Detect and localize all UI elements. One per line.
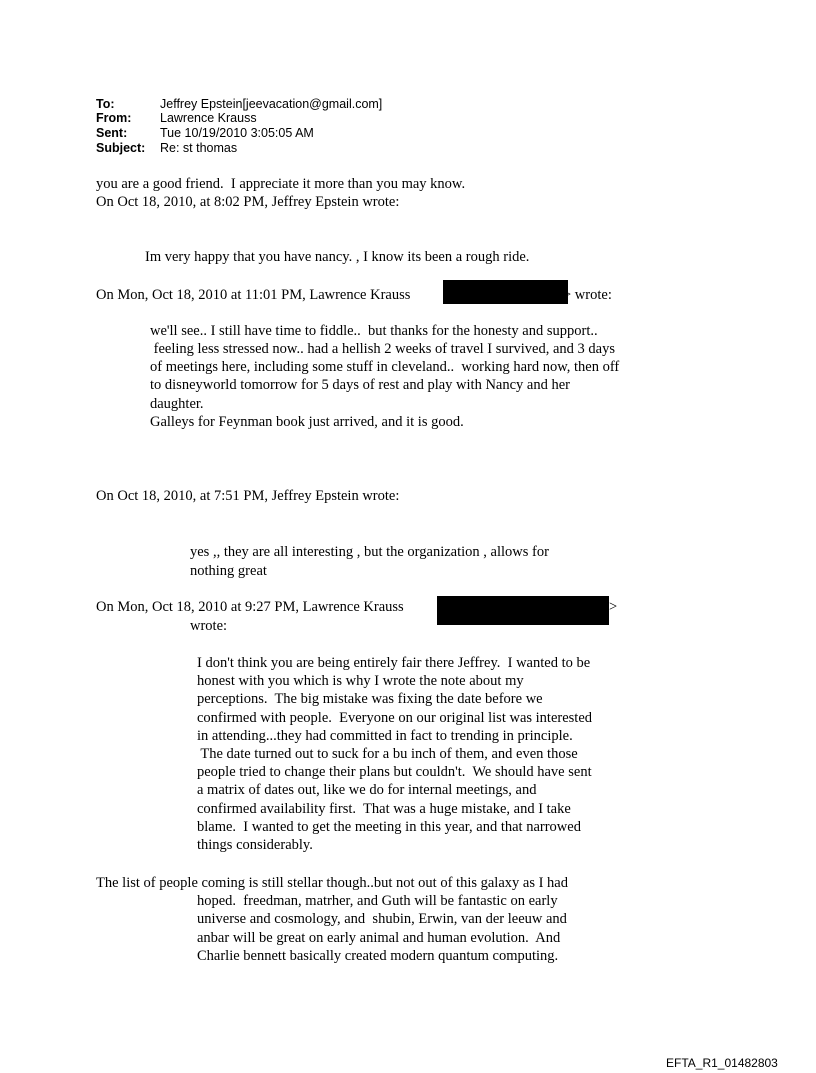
from-label: From: xyxy=(96,111,132,125)
quote-4-line: honest with you which is why I wrote the note about my xyxy=(197,673,524,689)
quote-4-line: confirmed with people. Everyone on our original list was interested xyxy=(197,710,593,726)
quote-2-line: feeling less stressed now.. had a hellish 2 weeks of travel I survived, and 3 days xyxy=(150,341,615,357)
quote-2-line: daughter. xyxy=(150,396,204,412)
subject-value: Re: st thomas xyxy=(160,141,238,155)
attribution-2-suffix: > wrote: xyxy=(563,287,612,303)
quote-1: Im very happy that you have nancy. , I know its been a rough ride. xyxy=(145,249,530,265)
quote-4-line: The date turned out to suck for a bu inch of them, and even those xyxy=(197,746,578,762)
quote-2-line: of meetings here, including some stuff in cleveland.. working hard now, then off xyxy=(150,359,620,375)
redaction-box xyxy=(443,280,568,304)
quote-4-line: I don't think you are being entirely fair there Jeffrey. I wanted to be xyxy=(197,655,591,671)
paragraph-5-first-line: The list of people coming is still stellar though..but not out of this galaxy as I had xyxy=(96,875,568,891)
sent-label: Sent: xyxy=(96,126,128,140)
paragraph-5-line: hoped. freedman, matrher, and Guth will be fantastic on early xyxy=(197,893,558,909)
subject-label: Subject: xyxy=(96,141,146,155)
document-id: EFTA_R1_01482803 xyxy=(666,1056,778,1070)
quote-4-line: people tried to change their plans but couldn't. We should have sent xyxy=(197,764,592,780)
quote-4-line: blame. I wanted to get the meeting in this year, and that narrowed xyxy=(197,819,581,835)
attribution-4-suffix: > xyxy=(609,599,618,615)
attribution-3: On Oct 18, 2010, at 7:51 PM, Jeffrey Epstein wrote: xyxy=(96,488,400,504)
reply-line-1: you are a good friend. I appreciate it more than you may know. xyxy=(96,176,466,192)
attribution-2-prefix: On Mon, Oct 18, 2010 at 11:01 PM, Lawrence Krauss xyxy=(96,287,411,303)
quote-4-line: perceptions. The big mistake was fixing the date before we xyxy=(197,691,543,707)
quote-2-line: we'll see.. I still have time to fiddle.. but thanks for the honesty and support.. xyxy=(150,323,598,339)
redaction-box xyxy=(437,596,609,625)
paragraph-5-line: Charlie bennett basically created modern quantum computing. xyxy=(197,948,559,964)
quote-4-line: things considerably. xyxy=(197,837,313,853)
quote-3-line: nothing great xyxy=(190,563,267,579)
quote-3-line: yes ,, they are all interesting , but the organization , allows for xyxy=(190,544,549,560)
quote-4-line: in attending...they had committed in fact to trending in principle. xyxy=(197,728,573,744)
from-value: Lawrence Krauss xyxy=(160,111,257,125)
attribution-4-prefix: On Mon, Oct 18, 2010 at 9:27 PM, Lawrence Krauss xyxy=(96,599,404,615)
to-label: To: xyxy=(96,97,115,111)
quote-2-line: to disneyworld tomorrow for 5 days of rest and play with Nancy and her xyxy=(150,377,570,393)
sent-value: Tue 10/19/2010 3:05:05 AM xyxy=(160,126,314,140)
quote-4-line: confirmed availability first. That was a huge mistake, and I take xyxy=(197,801,571,817)
to-value: Jeffrey Epstein[jeevacation@gmail.com] xyxy=(160,97,383,111)
attribution-4-wrote: wrote: xyxy=(190,618,228,634)
paragraph-5-line: anbar will be great on early animal and human evolution. And xyxy=(197,930,561,946)
reply-attribution: On Oct 18, 2010, at 8:02 PM, Jeffrey Epstein wrote: xyxy=(96,194,400,210)
quote-4-line: a matrix of dates out, like we do for internal meetings, and xyxy=(197,782,537,798)
quote-2-line: Galleys for Feynman book just arrived, and it is good. xyxy=(150,414,464,430)
paragraph-5-line: universe and cosmology, and shubin, Erwin, van der leeuw and xyxy=(197,911,567,927)
